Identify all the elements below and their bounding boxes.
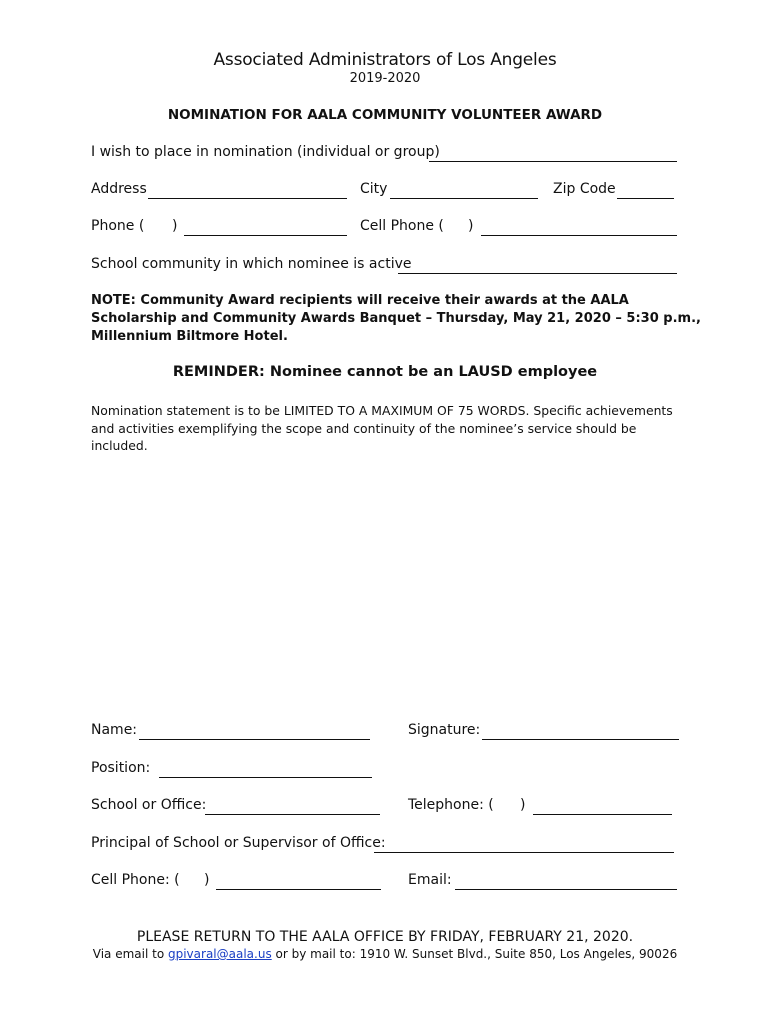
phone-row (0, 218, 770, 240)
city-label: City (360, 181, 388, 197)
cell-email-row (0, 872, 770, 894)
zip-field[interactable] (617, 198, 674, 199)
nominee-field[interactable] (429, 161, 677, 162)
phone-label: Phone ( (91, 218, 145, 234)
position-row (0, 760, 770, 782)
nominee-row (0, 144, 770, 166)
reminder: REMINDER: Nominee cannot be an LAUSD employee (172, 364, 598, 380)
email-label: Email: (408, 872, 452, 888)
name-signature-row (0, 722, 770, 744)
name-label: Name: (91, 722, 138, 738)
mail-address-text: or by mail to: 1910 W. Sunset Blvd., Suite 850, Los Angeles, 90026 (271, 947, 678, 961)
telephone-field[interactable] (533, 814, 672, 815)
school-community-row (0, 256, 770, 278)
nominator-cell-phone-label: Cell Phone: ( (91, 872, 180, 888)
school-office-row (0, 797, 770, 819)
via-email-text: Via email to (92, 947, 168, 961)
principal-row (0, 835, 770, 857)
phone-field[interactable] (184, 235, 347, 236)
position-field[interactable] (159, 777, 372, 778)
signature-field[interactable] (482, 739, 679, 740)
form-title: NOMINATION FOR AALA COMMUNITY VOLUNTEER AWARD (167, 107, 603, 123)
signature-label: Signature: (408, 722, 481, 738)
nominator-cell-phone-field[interactable] (216, 889, 381, 890)
return-notice: PLEASE RETURN TO THE AALA OFFICE BY FRIDAY, FEBRUARY 21, 2020. (136, 929, 634, 945)
address-field[interactable] (148, 198, 347, 199)
zip-label: Zip Code (553, 181, 616, 197)
nominator-cell-phone-paren-close: ) (204, 872, 210, 888)
phone-paren-close: ) (172, 218, 178, 234)
cell-phone-label: Cell Phone ( (360, 218, 444, 234)
email-field[interactable] (455, 889, 677, 890)
school-community-field[interactable] (398, 273, 677, 274)
address-label: Address (91, 181, 147, 197)
banquet-note: NOTE: Community Award recipients will receive their awards at the AALA Scholarship and Community Awards Banquet – Thursday, May 21, 2020 – 5:30 p.m., Millennium Biltmore Hotel. (91, 293, 701, 344)
address-row (0, 181, 770, 203)
name-field[interactable] (139, 739, 370, 740)
school-community-label: School community in which nominee is active (91, 256, 412, 272)
principal-field[interactable] (374, 852, 674, 853)
school-office-label: School or Office: (91, 797, 207, 813)
email-link[interactable]: gpivaral@aala.us (167, 947, 272, 961)
city-field[interactable] (390, 198, 538, 199)
position-label: Position: (91, 760, 151, 776)
school-office-field[interactable] (205, 814, 380, 815)
statement-instructions: Nomination statement is to be LIMITED TO A MAXIMUM OF 75 WORDS. Specific achievements and activities exemplifying the scope and continuity of the nominee’s service should be included. (91, 403, 673, 453)
principal-label: Principal of School or Supervisor of Office: (91, 835, 386, 851)
school-year: 2019-2020 (349, 71, 421, 86)
mailing-instructions (0, 947, 770, 961)
cell-phone-paren-close: ) (468, 218, 474, 234)
organization-name: Associated Administrators of Los Angeles (213, 50, 557, 70)
statement-writing-area[interactable] (91, 460, 681, 710)
telephone-paren-close: ) (520, 797, 526, 813)
cell-phone-field[interactable] (481, 235, 677, 236)
nominee-label: I wish to place in nomination (individual or group) (91, 144, 440, 160)
telephone-label: Telephone: ( (408, 797, 494, 813)
